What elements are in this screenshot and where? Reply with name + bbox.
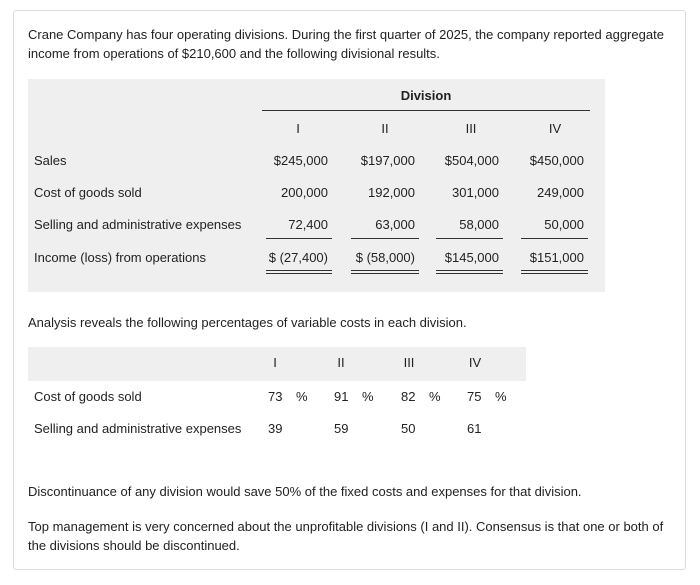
total-double-line [436,270,503,271]
total-double-line [266,270,332,271]
t1-cell: $450,000 [529,153,584,168]
t2-row-label: Cost of goods sold [34,389,142,404]
subtotal-line [266,238,332,239]
t1-col-II: II [381,121,389,136]
t1-cell: $504,000 [444,153,499,168]
t1-cell: 63,000 [375,217,415,232]
t1-row-label: Sales [34,153,67,168]
t1-cell: $245,000 [273,153,328,168]
t1-cell: $145,000 [444,250,499,265]
t2-cell: 91 [334,389,349,404]
t1-cell: $ (58,000) [355,250,415,265]
t1-cell: 249,000 [537,185,584,200]
t2-col-III: III [403,355,415,370]
division-header-underline [262,110,590,111]
t1-row-label: Cost of goods sold [34,185,142,200]
t1-cell: $ (27,400) [268,250,328,265]
t1-cell: 200,000 [281,185,328,200]
t1-col-IV: IV [548,121,562,136]
total-double-line [521,273,588,274]
t2-row-label: Selling and administrative expenses [34,421,242,436]
t1-row-label: Selling and administrative expenses [34,217,242,232]
total-double-line [351,270,419,271]
t2-col-I: I [273,355,277,370]
t1-cell: 301,000 [452,185,499,200]
t2-col-IV: IV [468,355,482,370]
t2-cell: 82 [401,389,416,404]
t1-col-I: I [296,121,300,136]
t2-cell: 39 [268,421,283,436]
t2-cell: 59 [334,421,349,436]
t1-cell: $151,000 [529,250,584,265]
problem-card [13,10,686,570]
t2-cell: 61 [467,421,482,436]
total-double-line [436,273,503,274]
t2-col-II: II [337,355,345,370]
t2-percent: % [495,389,507,404]
t1-cell: $197,000 [360,153,415,168]
t1-cell: 50,000 [544,217,584,232]
t1-row-label: Income (loss) from operations [34,250,206,265]
intro-paragraph: Crane Company has four operating divisions. During the first quarter of 2025, the company reported aggregate income from operations of $210,600 and the following divisional results. [28,27,664,61]
total-double-line [351,273,419,274]
t2-percent: % [429,389,441,404]
t1-cell: 58,000 [459,217,499,232]
total-double-line [521,270,588,271]
t1-cell: 192,000 [368,185,415,200]
t1-col-III: III [465,121,477,136]
subtotal-line [436,238,503,239]
discontinuance-paragraph: Discontinuance of any division would save 50% of the fixed costs and expenses for that division. [28,484,582,499]
management-paragraph: Top management is very concerned about the unprofitable divisions (I and II). Consensus is that one or both of the divisions should be discontinued. [28,519,664,553]
division-header: Division [400,88,452,103]
t2-cell: 75 [467,389,482,404]
analysis-paragraph: Analysis reveals the following percentages of variable costs in each division. [28,315,467,330]
t2-percent: % [296,389,308,404]
t2-cell: 50 [401,421,416,436]
t2-percent: % [362,389,374,404]
subtotal-line [351,238,419,239]
t2-cell: 73 [268,389,283,404]
subtotal-line [521,238,588,239]
t1-cell: 72,400 [288,217,328,232]
total-double-line [266,273,332,274]
